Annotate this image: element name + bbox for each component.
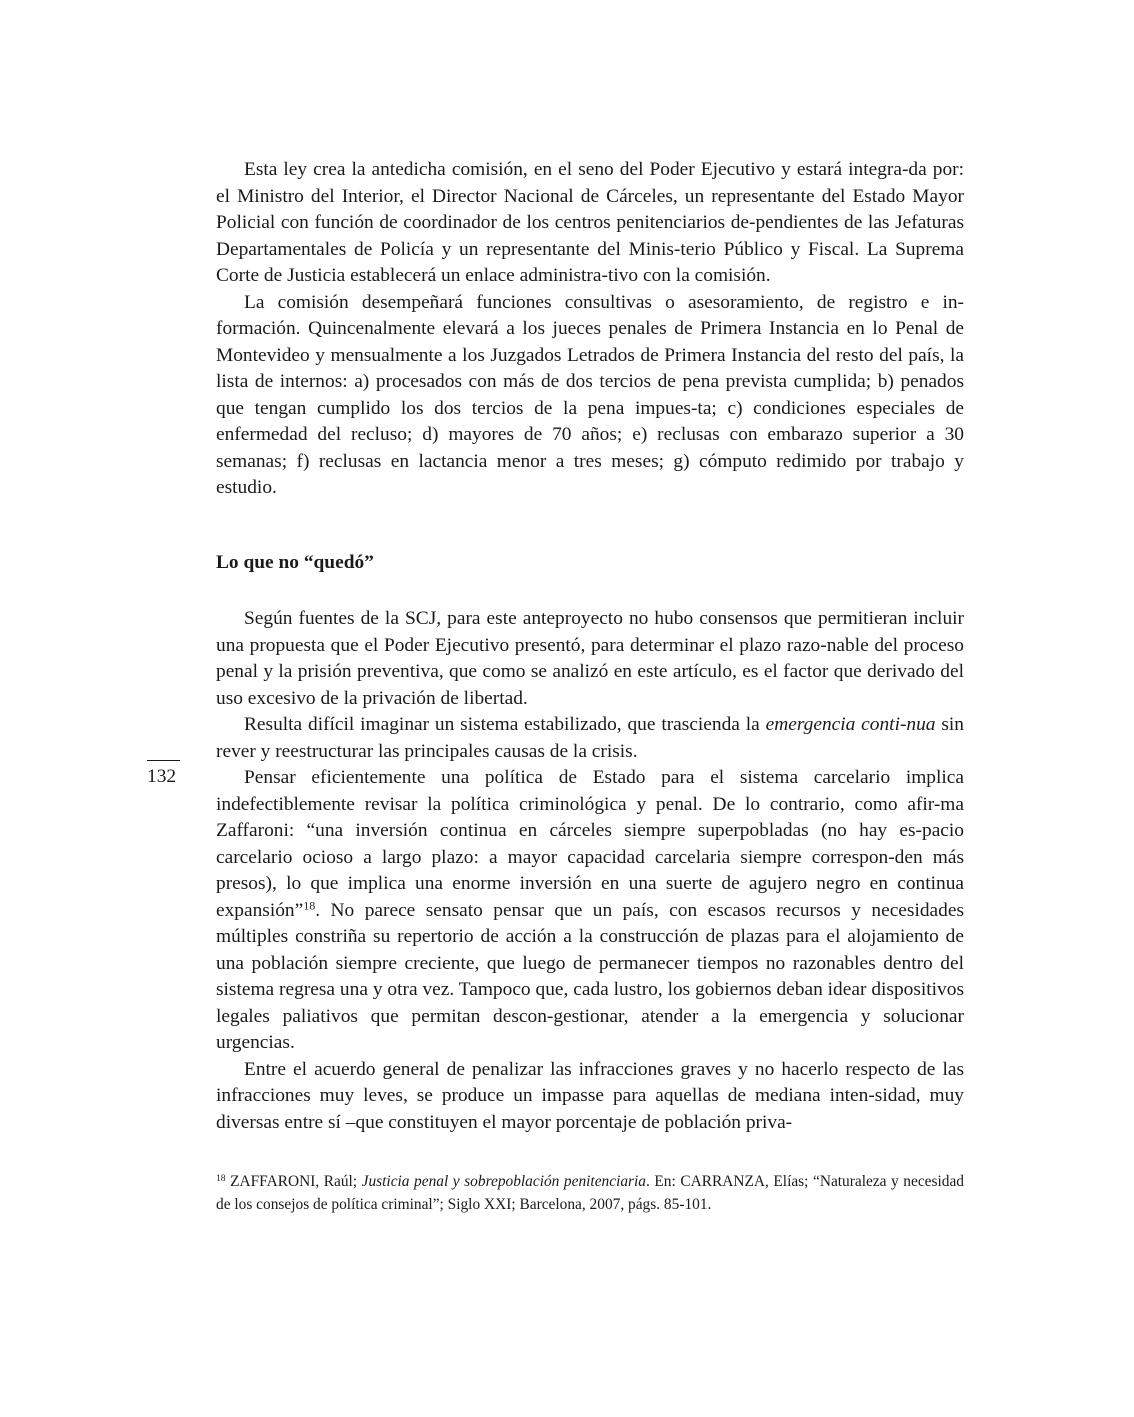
text-run: . En: CARRANZA, Elías; “Naturaleza y necesidad de los consejos de política criminal”; Siglo XXI; Barcelona, 2007, págs. 85-101. bbox=[216, 1173, 964, 1213]
paragraph: Entre el acuerdo general de penalizar las infracciones graves y no hacerlo respecto de las infracciones muy leves, se produce un impasse para aquellas de mediana inten-sidad, muy diversas entre sí –que constituyen el mayor porcentaje de población priva- bbox=[216, 1058, 964, 1133]
text-run: Pensar eficientemente una política de Estado para el sistema carcelario implica indefectiblemente revisar la política criminológica y penal. De lo contrario, como afir-ma Zaffaroni: “una inversión continua en cárceles siempre superpobladas (no hay es-pacio carcelario ocioso a largo plazo: a mayor capacidad carcelaria siempre correspon-den más presos), lo que implica una enorme inversión en una suerte de agujero negro en continua expansión” bbox=[216, 767, 964, 921]
italic-term: emergencia conti-nua bbox=[765, 714, 936, 735]
body-text-middle bbox=[216, 606, 964, 1136]
text-run: ZAFFARONI, Raúl; bbox=[225, 1173, 362, 1190]
text-run: . No parece sensato pensar que un país, con escasos recursos y necesidades múltiples constriña su repertorio de acción a la construcción de plazas para el alojamiento de una población siempre creciente, que luego de permanecer tiempos no razonables dentro del sistema regresa una y otra vez. Tampoco que, cada lustro, los gobiernos deban idear dispositivos legales paliativos que permitan descon-gestionar, atender a la emergencia y solucionar urgencias. bbox=[216, 899, 964, 1053]
footnote-title: Justicia penal y sobrepoblación penitenciaria bbox=[361, 1173, 646, 1190]
paragraph: Según fuentes de la SCJ, para este anteproyecto no hubo consensos que permitieran incluir una propuesta que el Poder Ejecutivo presentó, para determinar el plazo razo-nable del proceso penal y la prisión preventiva, que como se analizó en este artículo, es el factor que derivado del uso excesivo de la privación de libertad. bbox=[216, 608, 964, 709]
paragraph bbox=[216, 712, 964, 765]
section-heading: Lo que no “quedó” bbox=[216, 552, 374, 573]
footnote bbox=[216, 1170, 964, 1216]
page-number-rule bbox=[147, 760, 180, 761]
paragraph: La comisión desempeñará funciones consultivas o asesoramiento, de registro e in-formación. Quincenalmente elevará a los jueces penales de Primera Instancia en lo Penal de Montevideo y mensualmente a los Juzgados Letrados de Primera Instancia del resto del país, la lista de internos: a) procesados con más de dos tercios de pena prevista cumplida; b) penados que tengan cumplido los dos tercios de la pena impues-ta; c) condiciones especiales de enfermedad del recluso; d) mayores de 70 años; e) reclusas con embarazo superior a 30 semanas; f) reclusas en lactancia menor a tres meses; g) cómputo redimido por trabajo y estudio. bbox=[216, 291, 964, 498]
footnote-marker: 18 bbox=[216, 1172, 226, 1184]
footnote-text bbox=[216, 1170, 964, 1216]
paragraph bbox=[216, 765, 964, 1057]
page-number: 132 bbox=[147, 766, 177, 787]
text-run: Resulta difícil imaginar un sistema estabilizado, que trascienda la bbox=[244, 714, 766, 735]
paragraph: Esta ley crea la antedicha comisión, en el seno del Poder Ejecutivo y estará integra-da por: el Ministro del Interior, el Director Nacional de Cárceles, un representante del Estado Mayor Policial con función de coordinador de los centros penitenciarios de-pendientes de las Jefaturas Departamentales de Policía y un representante del Minis-terio Público y Fiscal. La Suprema Corte de Justicia establecerá un enlace administra-tivo con la comisión. bbox=[216, 159, 964, 286]
footnote-reference: 18 bbox=[303, 897, 316, 912]
text-run: sin rever y reestructurar las principales causas de la crisis. bbox=[216, 714, 964, 762]
body-text-top bbox=[216, 157, 964, 502]
